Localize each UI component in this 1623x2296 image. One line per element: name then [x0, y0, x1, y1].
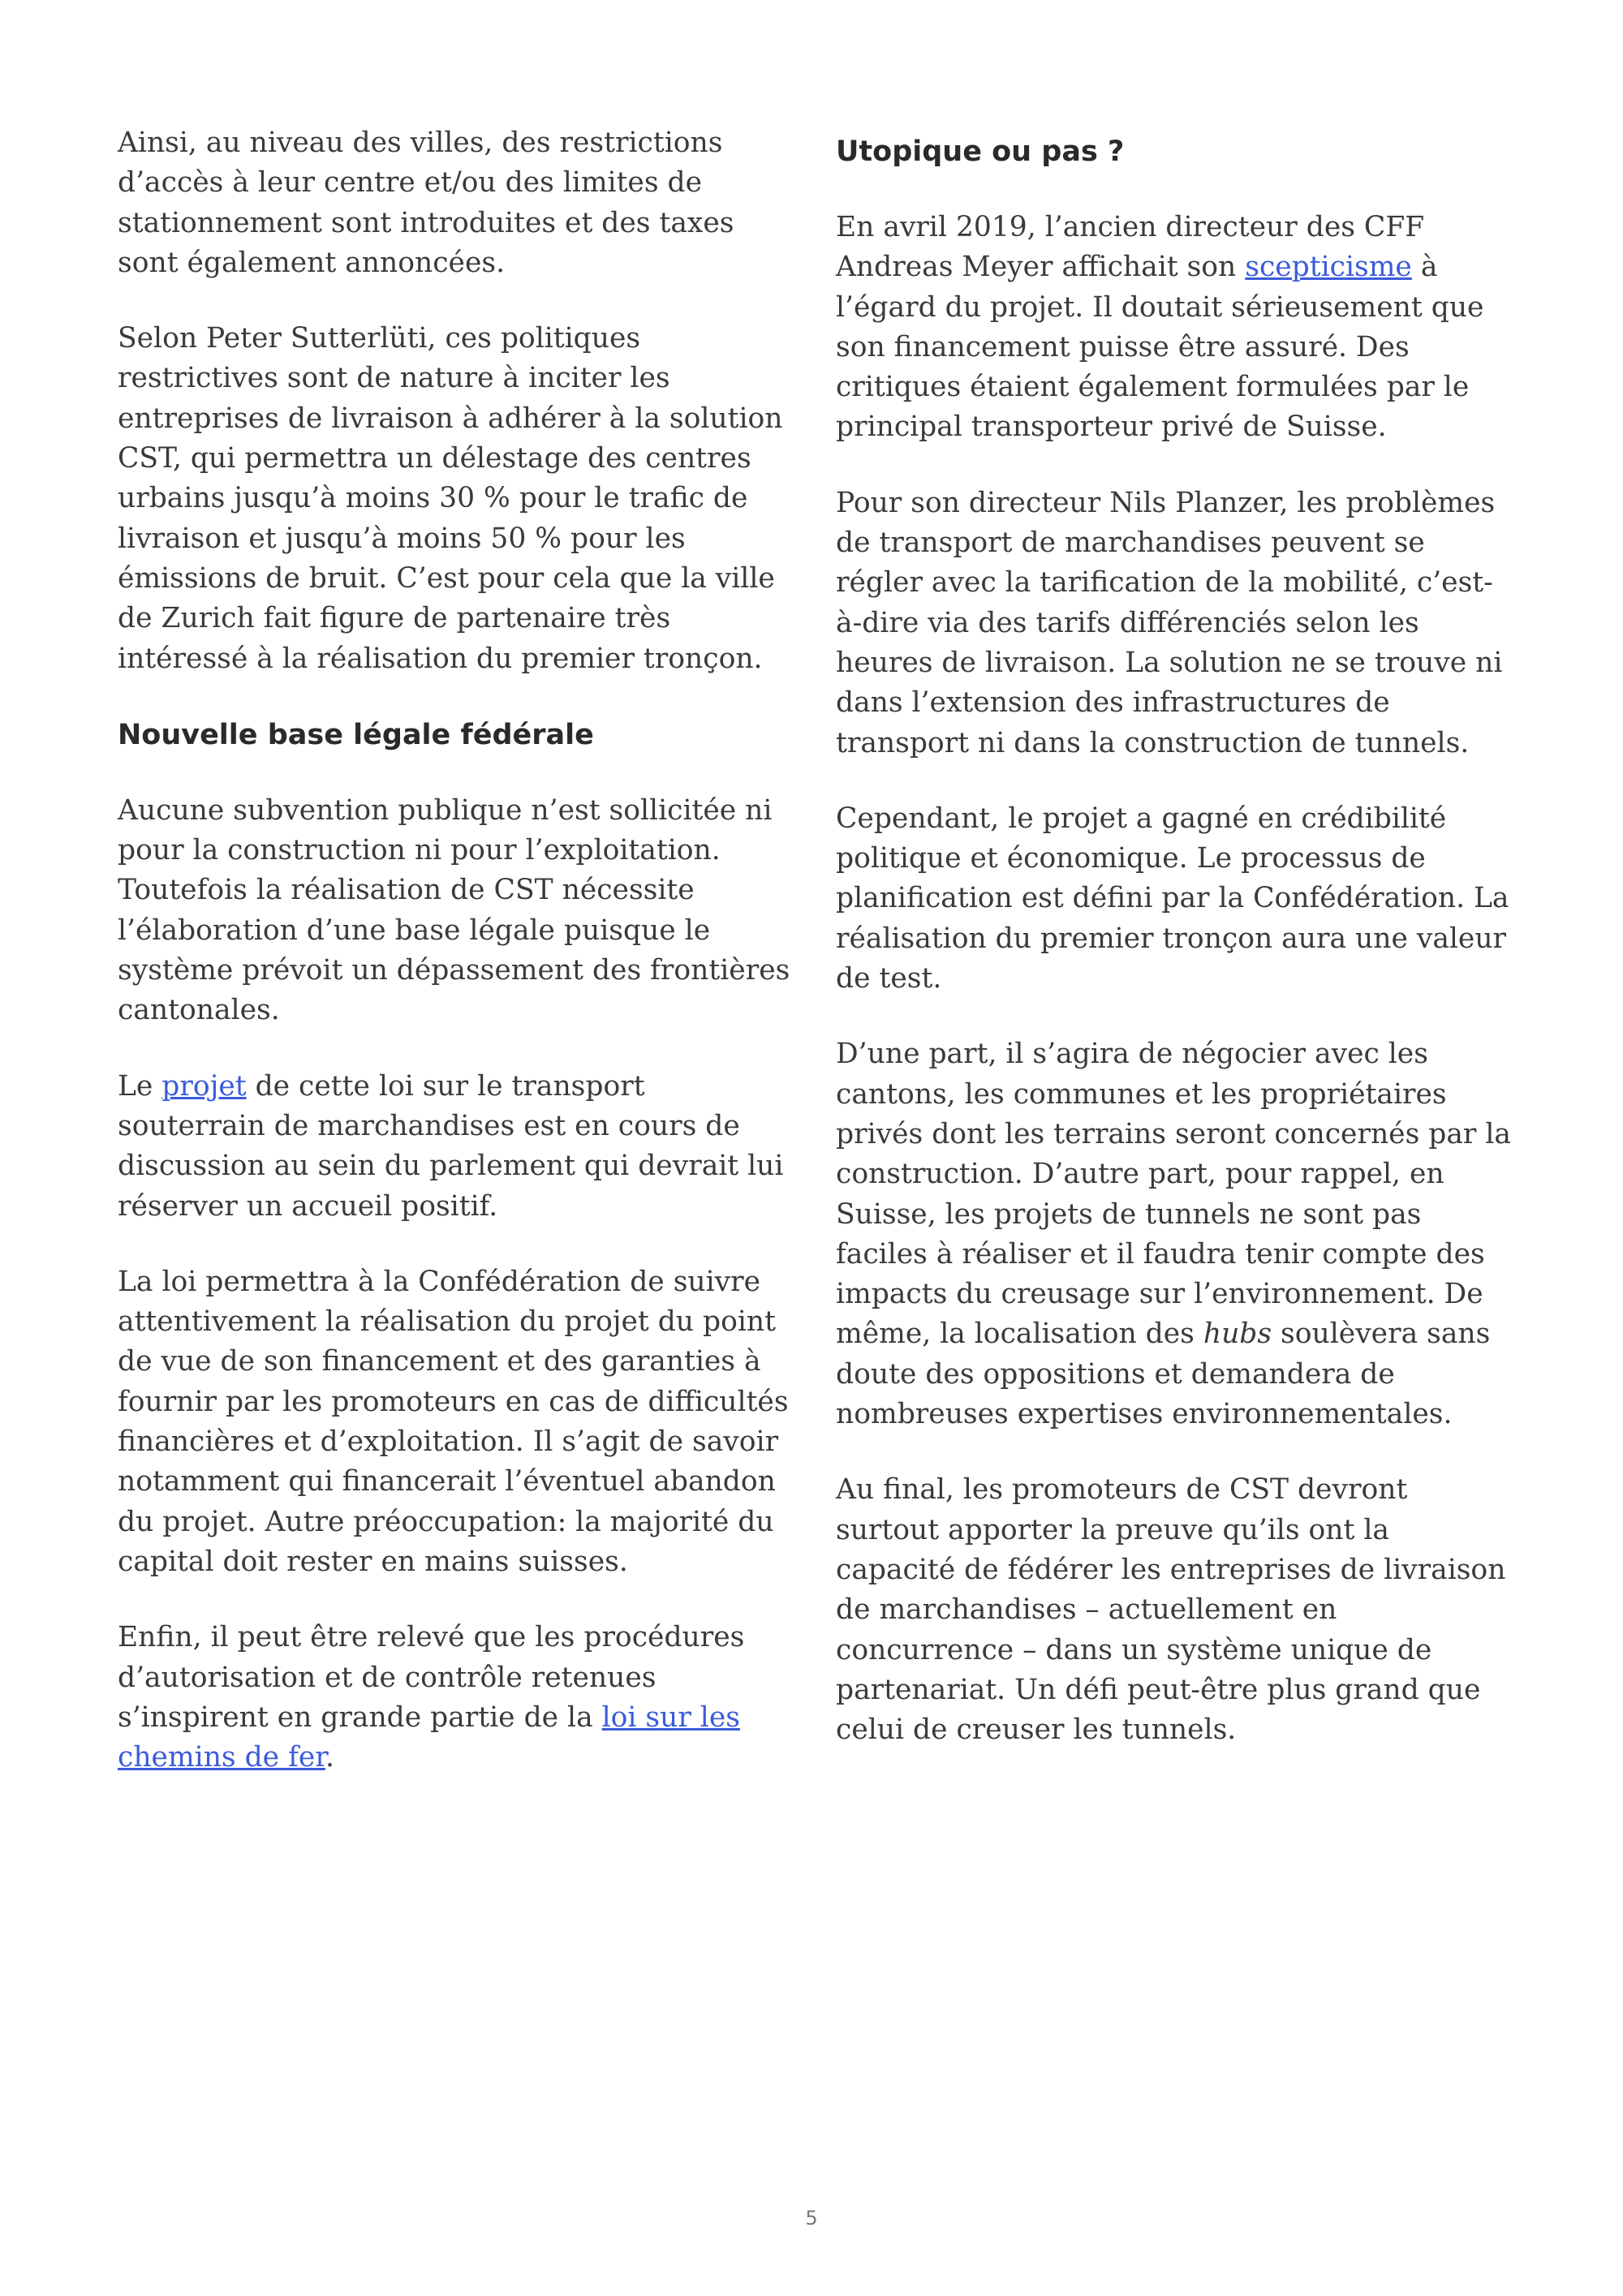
paragraph-sutterluti: Selon Peter Sutterlüti, ces politiques restrictives sont de nature à inciter les entreprises de livraison à adhérer à la solution CST, qui permettra un délestage des centres urbains jusqu’à moins 30 % pour le trafic de livraison et jusqu’à moins 50 % pour les émissions de bruit. C’est pour cela que la ville de Zurich fait figure de partenaire très intéressé à la réalisation du premier tronçon.: [118, 322, 783, 675]
section-heading-utopique: Utopique ou pas ?: [836, 135, 1125, 168]
paragraph-planzer: Pour son directeur Nils Planzer, les problèmes de transport de marchandises peuvent se régler avec la tarification de la mobilité, c’est-à-dire via des tarifs différenciés selon les heures de livraison. La solution ne se trouve ni dans l’extension des infrastructures de transport ni dans la construction de tunnels.: [836, 486, 1503, 759]
text-segment: à l’égard du projet. Il doutait sérieusement que son financement puisse être assuré. Des critiques étaient également formulées par le principal transporteur privé de Suisse.: [836, 251, 1484, 444]
text-segment: En avril 2019, l’ancien directeur des CFF Andreas Meyer affichait son: [836, 211, 1425, 284]
section-heading-base-legale: Nouvelle base légale fédérale: [118, 718, 594, 751]
paragraph-procedures: [118, 1618, 799, 1778]
text-segment: Enfin, il peut être relevé que les procédures d’autorisation et de contrôle retenues s’inspirent en grande partie de la: [118, 1621, 745, 1734]
paragraph-projet-loi: [118, 1067, 799, 1227]
projet-link[interactable]: projet: [161, 1069, 247, 1103]
scepticisme-link[interactable]: scepticisme: [1245, 251, 1412, 284]
text-segment: Le: [118, 1069, 162, 1103]
loi-chemins-de-fer-link[interactable]: loi sur les chemins de fer: [118, 1701, 740, 1774]
page-number: 5: [805, 2207, 818, 2229]
text-segment: de cette loi sur le transport souterrain de marchandises est en cours de discussion au sein du parlement qui devrait lui réserver un accueil positif.: [118, 1069, 784, 1223]
text-segment: soulèvera sans doute des oppositions et demandera de nombreuses expertises environnementales.: [836, 1318, 1491, 1431]
paragraph-meyer: [836, 208, 1518, 448]
paragraph-au-final: Au final, les promoteurs de CST devront surtout apporter la preuve qu’ils ont la capacité de fédérer les entreprises de livraison de marchandises – actuellement en concurrence – dans un système unique de partenariat. Un défi peut-être plus grand que celui de creuser les tunnels.: [836, 1473, 1506, 1747]
paragraph-negocier: [836, 1034, 1518, 1434]
right-column: [836, 123, 1518, 1786]
paragraph-confederation: La loi permettra à la Confédération de suivre attentivement la réalisation du projet du point de vue de son financement et des garanties à fournir par les promoteurs en cas de difficultés financières et d’exploitation. Il s’agit de savoir notamment qui financerait l’éventuel abandon du projet. Autre préoccupation: la majorité du capital doit rester en mains suisses.: [118, 1265, 789, 1578]
left-column: [118, 123, 799, 1813]
paragraph-subvention: Aucune subvention publique n’est sollicitée ni pour la construction ni pour l’exploitation. Toutefois la réalisation de CST nécessite l’élaboration d’une base légale puisque le système prévoit un dépassement des frontières cantonales.: [118, 793, 790, 1027]
paragraph-restrictions: Ainsi, au niveau des villes, des restrictions d’accès à leur centre et/ou des limites de stationnement sont introduites et des taxes sont également annoncées.: [118, 127, 734, 279]
hubs-emphasis: hubs: [1203, 1318, 1272, 1351]
text-segment: .: [325, 1741, 334, 1774]
text-segment: D’une part, il s’agira de négocier avec les cantons, les communes et les propriétaires privés dont les terrains seront concernés par la construction. D’autre part, pour rappel, en Suisse, les projets de tunnels ne sont pas faciles à réaliser et il faudra tenir compte des impacts du creusage sur l’environnement. De même, la localisation des: [836, 1038, 1511, 1351]
paragraph-credibilite: Cependant, le projet a gagné en crédibilité politique et économique. Le processus de planification est défini par la Confédération. La réalisation du premier tronçon aura une valeur de test.: [836, 802, 1509, 995]
